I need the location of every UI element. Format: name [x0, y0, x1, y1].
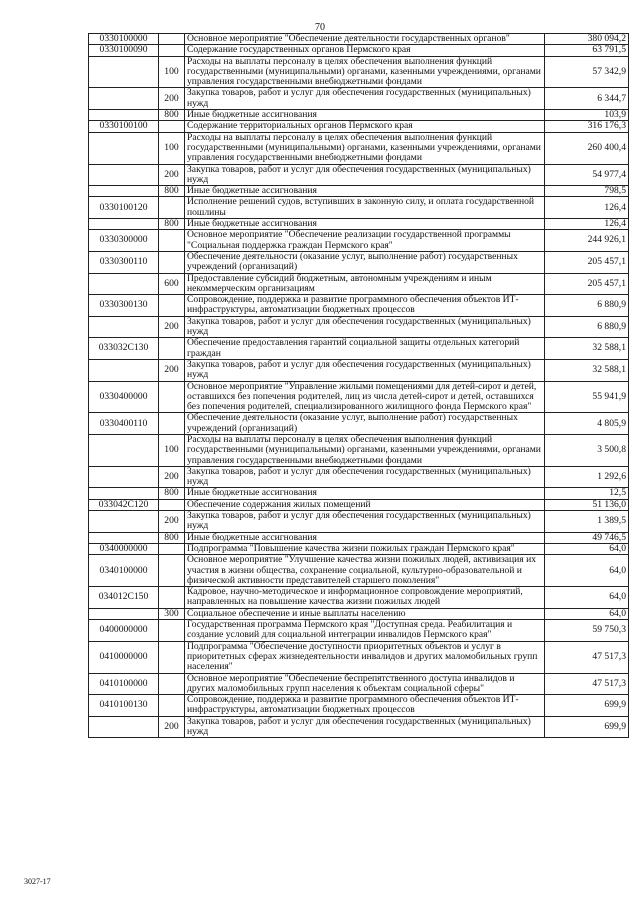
amount-cell: 49 746,5 — [545, 532, 629, 543]
code-cell: 0330100090 — [89, 45, 159, 56]
expense-type-cell: 600 — [159, 273, 185, 295]
expense-type-cell — [159, 695, 185, 717]
expense-type-cell: 100 — [159, 434, 185, 466]
code-cell: 0330300130 — [89, 295, 159, 317]
expense-type-cell: 200 — [159, 316, 185, 338]
table-row — [89, 316, 629, 338]
description-cell: Основное мероприятие "Обеспечение беспрепятственного доступа инвалидов и других маломобильных групп населения к объектам социальной сферы" — [185, 673, 545, 695]
expense-type-cell — [159, 673, 185, 695]
table-row — [89, 197, 629, 219]
description-cell: Содержание территориальных органов Пермского края — [185, 121, 545, 132]
code-cell — [89, 716, 159, 738]
description-cell: Основное мероприятие "Обеспечение реализации государственной программы "Социальная поддержка граждан Пермского края" — [185, 230, 545, 252]
code-cell: 0400000000 — [89, 620, 159, 642]
expense-type-cell: 200 — [159, 511, 185, 533]
amount-cell: 126,4 — [545, 219, 629, 230]
code-cell — [89, 110, 159, 121]
expense-type-cell: 800 — [159, 186, 185, 197]
amount-cell: 6 344,7 — [545, 88, 629, 110]
amount-cell: 205 457,1 — [545, 251, 629, 273]
description-cell: Закупка товаров, работ и услуг для обеспечения государственных (муниципальных) нужд — [185, 466, 545, 488]
description-cell: Закупка товаров, работ и услуг для обеспечения государственных (муниципальных) нужд — [185, 716, 545, 738]
description-cell: Закупка товаров, работ и услуг для обеспечения государственных (муниципальных) нужд — [185, 511, 545, 533]
table-row — [89, 511, 629, 533]
table-row — [89, 555, 629, 587]
expense-type-cell — [159, 230, 185, 252]
amount-cell: 798,5 — [545, 186, 629, 197]
code-cell — [89, 359, 159, 381]
amount-cell: 699,9 — [545, 716, 629, 738]
amount-cell: 126,4 — [545, 197, 629, 219]
expense-type-cell — [159, 338, 185, 360]
code-cell — [89, 88, 159, 110]
amount-cell: 64,0 — [545, 608, 629, 619]
amount-cell: 59 750,3 — [545, 620, 629, 642]
table-row — [89, 338, 629, 360]
code-cell — [89, 466, 159, 488]
code-cell: 033042С120 — [89, 499, 159, 510]
table-row — [89, 543, 629, 554]
expense-type-cell: 100 — [159, 132, 185, 164]
description-cell: Подпрограмма "Повышение качества жизни пожилых граждан Пермского края" — [185, 543, 545, 554]
code-cell — [89, 56, 159, 88]
amount-cell: 6 880,9 — [545, 295, 629, 317]
description-cell: Основное мероприятие "Улучшение качества жизни пожилых людей, активизация их участия в жизни общества, сохранение социальной, культурно-образовательной и физической активности представителей старшего поколения" — [185, 555, 545, 587]
table-row — [89, 230, 629, 252]
table-row — [89, 295, 629, 317]
code-cell — [89, 316, 159, 338]
description-cell: Обеспечение содержания жилых помещений — [185, 499, 545, 510]
table-row — [89, 466, 629, 488]
code-cell: 0410100000 — [89, 673, 159, 695]
amount-cell: 244 926,1 — [545, 230, 629, 252]
code-cell — [89, 434, 159, 466]
description-cell: Социальное обеспечение и иные выплаты населению — [185, 608, 545, 619]
code-cell: 0330100120 — [89, 197, 159, 219]
amount-cell: 260 400,4 — [545, 132, 629, 164]
description-cell: Обеспечение деятельности (оказание услуг, выполнение работ) государственных учреждений (организаций) — [185, 251, 545, 273]
expense-type-cell: 800 — [159, 110, 185, 121]
description-cell: Закупка товаров, работ и услуг для обеспечения государственных (муниципальных) нужд — [185, 359, 545, 381]
code-cell: 0410100130 — [89, 695, 159, 717]
budget-table-body — [89, 34, 629, 738]
code-cell — [89, 273, 159, 295]
expense-type-cell: 800 — [159, 488, 185, 499]
description-cell: Кадровое, научно-методическое и информационное сопровождение мероприятий, направленных на повышение качества жизни пожилых людей — [185, 587, 545, 609]
description-cell: Государственная программа Пермского края "Доступная среда. Реабилитация и создание условий для социальной интеграции инвалидов Пермского края" — [185, 620, 545, 642]
table-row — [89, 121, 629, 132]
expense-type-cell: 800 — [159, 219, 185, 230]
expense-type-cell — [159, 641, 185, 673]
code-cell: 0330400000 — [89, 381, 159, 413]
expense-type-cell — [159, 499, 185, 510]
budget-table — [88, 33, 629, 738]
expense-type-cell: 200 — [159, 88, 185, 110]
expense-type-cell — [159, 381, 185, 413]
amount-cell: 4 805,9 — [545, 413, 629, 435]
expense-type-cell: 800 — [159, 532, 185, 543]
amount-cell: 205 457,1 — [545, 273, 629, 295]
table-row — [89, 186, 629, 197]
table-row — [89, 164, 629, 186]
amount-cell: 1 389,5 — [545, 511, 629, 533]
table-row — [89, 532, 629, 543]
description-cell: Закупка товаров, работ и услуг для обеспечения государственных (муниципальных) нужд — [185, 88, 545, 110]
code-cell: 0340100000 — [89, 555, 159, 587]
page-number: 70 — [315, 22, 325, 33]
amount-cell: 699,9 — [545, 695, 629, 717]
code-cell — [89, 219, 159, 230]
description-cell: Основное мероприятие "Обеспечение деятельности государственных органов" — [185, 34, 545, 45]
code-cell: 0330300110 — [89, 251, 159, 273]
table-row — [89, 34, 629, 45]
description-cell: Иные бюджетные ассигнования — [185, 110, 545, 121]
code-cell: 0330100100 — [89, 121, 159, 132]
code-cell: 0330300000 — [89, 230, 159, 252]
table-row — [89, 381, 629, 413]
table-row — [89, 110, 629, 121]
amount-cell: 64,0 — [545, 555, 629, 587]
code-cell: 034012С150 — [89, 587, 159, 609]
expense-type-cell: 100 — [159, 56, 185, 88]
expense-type-cell — [159, 45, 185, 56]
expense-type-cell — [159, 34, 185, 45]
code-cell: 0330400110 — [89, 413, 159, 435]
code-cell — [89, 488, 159, 499]
table-row — [89, 413, 629, 435]
table-row — [89, 251, 629, 273]
amount-cell: 51 136,0 — [545, 499, 629, 510]
table-row — [89, 45, 629, 56]
expense-type-cell: 200 — [159, 359, 185, 381]
table-row — [89, 273, 629, 295]
description-cell: Сопровождение, поддержка и развитие программного обеспечения объектов ИТ-инфраструктуры, автоматизации бюджетных процессов — [185, 695, 545, 717]
table-row — [89, 673, 629, 695]
expense-type-cell — [159, 620, 185, 642]
amount-cell: 103,9 — [545, 110, 629, 121]
code-cell: 0410000000 — [89, 641, 159, 673]
description-cell: Основное мероприятие "Управление жилыми помещениями для детей-сирот и детей, оставшихся без попечения родителей, лиц из числа детей-сирот и детей, оставшихся без попечения родителей, специализированного жилищного фонда Пермского края" — [185, 381, 545, 413]
amount-cell: 54 977,4 — [545, 164, 629, 186]
amount-cell: 55 941,9 — [545, 381, 629, 413]
code-cell — [89, 608, 159, 619]
description-cell: Обеспечение предоставления гарантий социальной защиты отдельных категорий граждан — [185, 338, 545, 360]
table-row — [89, 716, 629, 738]
amount-cell: 12,5 — [545, 488, 629, 499]
code-cell — [89, 132, 159, 164]
amount-cell: 47 517,3 — [545, 641, 629, 673]
description-cell: Сопровождение, поддержка и развитие программного обеспечения объектов ИТ-инфраструктуры, автоматизации бюджетных процессов — [185, 295, 545, 317]
amount-cell: 47 517,3 — [545, 673, 629, 695]
description-cell: Расходы на выплаты персоналу в целях обеспечения выполнения функций государственными (муниципальными) органами, казенными учреждениями, органами управления государственными внебюджетными фондами — [185, 56, 545, 88]
table-row — [89, 88, 629, 110]
expense-type-cell — [159, 543, 185, 554]
description-cell: Иные бюджетные ассигнования — [185, 488, 545, 499]
description-cell: Предоставление субсидий бюджетным, автономным учреждениям и иным некоммерческим организациям — [185, 273, 545, 295]
description-cell: Расходы на выплаты персоналу в целях обеспечения выполнения функций государственными (муниципальными) органами, казенными учреждениями, органами управления государственными внебюджетными фондами — [185, 434, 545, 466]
table-row — [89, 56, 629, 88]
description-cell: Подпрограмма "Обеспечение доступности приоритетных объектов и услуг в приоритетных сферах жизнедеятельности инвалидов и других маломобильных групп населения" — [185, 641, 545, 673]
expense-type-cell — [159, 121, 185, 132]
description-cell: Исполнение решений судов, вступивших в законную силу, и оплата государственной пошлины — [185, 197, 545, 219]
table-row — [89, 695, 629, 717]
description-cell: Расходы на выплаты персоналу в целях обеспечения выполнения функций государственными (муниципальными) органами, казенными учреждениями, органами управления государственными внебюджетными фондами — [185, 132, 545, 164]
expense-type-cell — [159, 295, 185, 317]
amount-cell: 6 880,9 — [545, 316, 629, 338]
expense-type-cell: 200 — [159, 466, 185, 488]
expense-type-cell: 200 — [159, 164, 185, 186]
amount-cell: 316 176,3 — [545, 121, 629, 132]
description-cell: Содержание государственных органов Пермского края — [185, 45, 545, 56]
code-cell — [89, 186, 159, 197]
code-cell — [89, 511, 159, 533]
table-row — [89, 434, 629, 466]
table-row — [89, 219, 629, 230]
amount-cell: 64,0 — [545, 543, 629, 554]
expense-type-cell: 200 — [159, 716, 185, 738]
expense-type-cell: 300 — [159, 608, 185, 619]
code-cell — [89, 532, 159, 543]
table-row — [89, 620, 629, 642]
table-row — [89, 488, 629, 499]
amount-cell: 57 342,9 — [545, 56, 629, 88]
description-cell: Закупка товаров, работ и услуг для обеспечения государственных (муниципальных) нужд — [185, 316, 545, 338]
description-cell: Обеспечение деятельности (оказание услуг, выполнение работ) государственных учреждений (организаций) — [185, 413, 545, 435]
code-cell: 0330100000 — [89, 34, 159, 45]
table-row — [89, 499, 629, 510]
expense-type-cell — [159, 413, 185, 435]
amount-cell: 64,0 — [545, 587, 629, 609]
table-row — [89, 641, 629, 673]
expense-type-cell — [159, 197, 185, 219]
code-cell: 0340000000 — [89, 543, 159, 554]
expense-type-cell — [159, 555, 185, 587]
table-row — [89, 587, 629, 609]
amount-cell: 380 094,2 — [545, 34, 629, 45]
amount-cell: 63 791,5 — [545, 45, 629, 56]
table-row — [89, 132, 629, 164]
code-cell: 033032С130 — [89, 338, 159, 360]
table-row — [89, 608, 629, 619]
code-cell — [89, 164, 159, 186]
amount-cell: 1 292,6 — [545, 466, 629, 488]
document-footer-code: 3027-17 — [24, 877, 51, 886]
description-cell: Иные бюджетные ассигнования — [185, 532, 545, 543]
description-cell: Иные бюджетные ассигнования — [185, 186, 545, 197]
description-cell: Иные бюджетные ассигнования — [185, 219, 545, 230]
amount-cell: 3 500,8 — [545, 434, 629, 466]
amount-cell: 32 588,1 — [545, 338, 629, 360]
amount-cell: 32 588,1 — [545, 359, 629, 381]
description-cell: Закупка товаров, работ и услуг для обеспечения государственных (муниципальных) нужд — [185, 164, 545, 186]
expense-type-cell — [159, 587, 185, 609]
expense-type-cell — [159, 251, 185, 273]
table-row — [89, 359, 629, 381]
